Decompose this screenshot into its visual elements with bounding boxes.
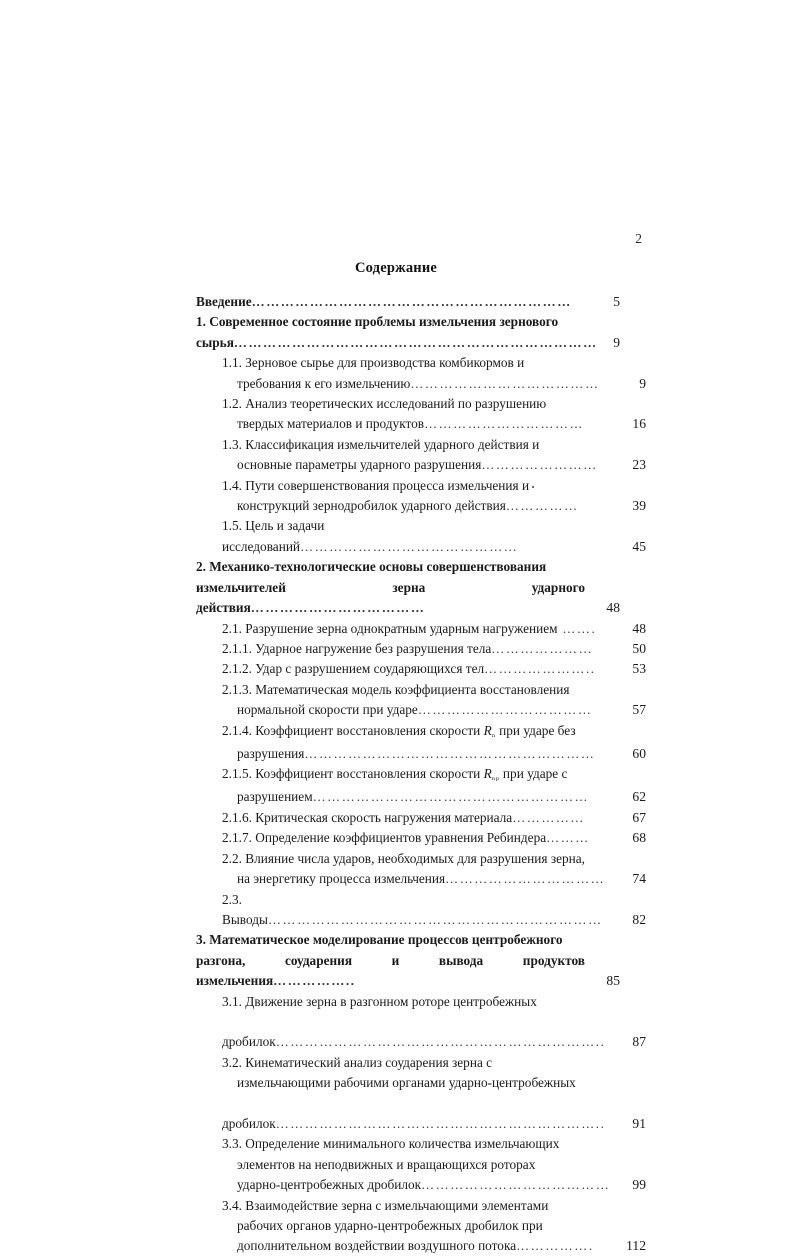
toc-entry[interactable]: [196, 992, 646, 1053]
toc-entry[interactable]: [196, 659, 646, 679]
toc-line-text: 2.1.3. Математическая модель коэффициента восстановления: [222, 681, 570, 697]
toc-leader-dots: ……………………………: [424, 416, 585, 432]
toc-leader-dots: ……………: [512, 809, 585, 825]
toc-leader-dots: …………………..: [484, 661, 596, 677]
toc-entry-label: [196, 1053, 611, 1135]
toc-leader-dots: …….: [557, 620, 597, 636]
toc-page-number: 74: [632, 871, 646, 887]
toc-line-text: сырья: [196, 334, 234, 350]
toc-entry-label: [196, 721, 611, 765]
toc-line-text: измельчающими рабочими органами ударно-центробежных: [237, 1075, 576, 1091]
toc-leader-dots: …………………………………………………………: [251, 294, 572, 309]
toc-line-text: 1.5. Цель и задачи исследований: [222, 518, 325, 554]
toc-entry[interactable]: [196, 1134, 646, 1195]
toc-entry-label: [196, 659, 611, 679]
toc-entry[interactable]: [196, 292, 620, 312]
toc-entry-label: [196, 353, 611, 394]
toc-page-number: 39: [632, 498, 646, 514]
toc-page-number: 50: [632, 640, 646, 656]
toc-leader-dots: …………………………………: [410, 375, 600, 391]
toc-line-text: разгона, соударения и вывода продуктов измельчения: [196, 952, 585, 989]
page-title: Содержание: [354, 260, 438, 276]
toc-leader-dots: …………….: [516, 1238, 594, 1254]
toc-page-number: 57: [632, 702, 646, 718]
toc-page-number: 9: [639, 375, 646, 391]
toc-line-text: 2.3. Выводы: [222, 891, 268, 927]
toc-page-number: 68: [632, 830, 646, 846]
toc-page-number: 112: [626, 1238, 646, 1254]
toc-page-number: 99: [632, 1177, 646, 1193]
toc-line-text: на энергетику процесса измельчения: [237, 871, 446, 887]
toc-page-number: 23: [632, 457, 646, 473]
toc-line-text: ударно-центробежных дробилок: [237, 1177, 422, 1193]
toc-page-number: 5: [613, 294, 620, 309]
toc-line-text: 1.2. Анализ теоретических исследований по разрушению: [222, 396, 547, 412]
toc-entry-label: [196, 516, 611, 557]
toc-entry[interactable]: [196, 849, 646, 890]
toc-line-text: конструкций зернодробилок ударного действия: [237, 498, 506, 514]
toc-entry-label: [196, 312, 598, 353]
toc-entry[interactable]: [196, 435, 646, 476]
toc-line-text: рабочих органов ударно-центробежных дробилок при: [237, 1218, 543, 1233]
page-folio-number: 2: [635, 231, 642, 246]
toc-page-number: 9: [613, 334, 620, 350]
toc-leader-dots: ………………………………………: [300, 538, 519, 554]
toc-page-number: 82: [632, 911, 646, 927]
toc-entry[interactable]: [196, 1053, 646, 1135]
toc-page-number: 53: [632, 661, 646, 677]
toc-entry-label: [196, 557, 585, 618]
table-of-contents: [196, 292, 646, 1257]
math-subscript: ₙₚ: [491, 772, 500, 783]
toc-entry-label: [196, 619, 611, 639]
toc-line-text: разрушения: [237, 745, 305, 761]
toc-entry[interactable]: [196, 721, 646, 765]
toc-page-number: 16: [632, 416, 646, 432]
toc-leader-dots: ……………………………………………………: [304, 745, 596, 761]
toc-line-text: 2.1.4. Коэффициент восстановления скорости Rₙ при ударе без: [222, 722, 576, 739]
toc-entry[interactable]: [196, 476, 646, 517]
toc-page-number: 85: [606, 973, 620, 989]
toc-leader-dots: ……………………………: [445, 871, 606, 887]
scan-artifact-speck: [532, 486, 534, 488]
toc-line-text: Введение: [196, 294, 252, 309]
toc-entry[interactable]: [196, 394, 646, 435]
toc-line-text: 2.2. Влияние числа ударов, необходимых для разрушения зерна,: [222, 850, 585, 866]
toc-entry-label: [196, 476, 611, 517]
toc-leader-dots: …………………………………: [421, 1177, 611, 1193]
toc-leader-dots: …………………: [491, 640, 594, 656]
toc-entry[interactable]: [196, 619, 646, 639]
toc-line-text: 2.1.7. Определение коэффициентов уравнения Ребиндера: [222, 830, 547, 846]
toc-entry[interactable]: [196, 930, 620, 991]
toc-line-text: твердых материалов и продуктов: [237, 416, 425, 432]
toc-line-text: элементов на неподвижных и вращающихся роторах: [237, 1156, 536, 1172]
toc-entry-label: [196, 764, 611, 808]
toc-entry-label: [196, 808, 611, 828]
toc-entry[interactable]: [196, 828, 646, 848]
math-variable-r: R: [483, 766, 492, 782]
toc-line-text: 2.1.2. Удар с разрушением соударяющихся тел: [222, 661, 485, 677]
toc-line-text: 2.1.6. Критическая скорость нагружения материала: [222, 809, 513, 825]
toc-line-text: дополнительном воздействии воздушного потока: [237, 1238, 517, 1254]
toc-line-text: 1. Современное состояние проблемы измельчения зернового: [196, 314, 559, 330]
toc-entry[interactable]: [196, 808, 646, 828]
toc-entry[interactable]: [196, 312, 620, 353]
toc-entry-label: [196, 435, 611, 476]
toc-entry[interactable]: [196, 557, 620, 618]
math-variable-r: R: [483, 722, 492, 738]
toc-page-number: 60: [632, 745, 646, 761]
toc-line-text: 3.1. Движение зерна в разгонном роторе центробежных: [222, 993, 537, 1009]
toc-entry[interactable]: [196, 639, 646, 659]
toc-leader-dots: ……………: [505, 498, 579, 514]
toc-entry[interactable]: [196, 353, 646, 394]
toc-line-text: измельчителей зерна ударного действия: [196, 579, 585, 616]
toc-line-text: 1.3. Классификация измельчителей ударного действия и: [222, 436, 540, 452]
toc-line-text: 1.1. Зерновое сырье для производства комбикормов и: [222, 355, 525, 371]
toc-line-text: дробилок: [222, 1034, 276, 1050]
toc-entry-label: [196, 849, 611, 890]
toc-entry-label: [196, 639, 611, 659]
toc-line-text: основные параметры ударного разрушения: [237, 457, 482, 473]
toc-entry-label: [196, 930, 585, 991]
toc-page-number: 91: [632, 1115, 646, 1131]
math-subscript: ₙ: [491, 728, 496, 739]
toc-line-text: 2. Механико-технологические основы совершенствования: [196, 559, 547, 575]
toc-entry-label: [196, 890, 611, 931]
toc-page-number: 45: [632, 538, 646, 554]
toc-entry-label: [196, 1134, 611, 1195]
toc-line-text: разрушением: [237, 789, 313, 805]
toc-line-text: 2.1.1. Ударное нагружение без разрушения тела: [222, 640, 492, 656]
toc-page-number: 87: [632, 1034, 646, 1050]
toc-entry-label: [196, 828, 611, 848]
toc-leader-dots: ………………………………: [250, 600, 426, 616]
toc-leader-dots: ………: [546, 830, 590, 846]
toc-line-text: 2.1.5. Коэффициент восстановления скорости Rₙₚ при ударе с: [222, 766, 568, 783]
toc-line-text: 3.2. Кинематический анализ соударения зерна с: [222, 1054, 493, 1070]
toc-line-text: 2.1. Разрушение зерна однократным ударным нагружением: [222, 620, 558, 636]
toc-entry[interactable]: [196, 516, 646, 557]
toc-leader-dots: …………………………………………………………..: [275, 1115, 606, 1131]
toc-leader-dots: ……………………: [481, 457, 598, 473]
toc-entry-label: [196, 1196, 611, 1257]
toc-page-number: 67: [632, 809, 646, 825]
toc-line-text: 1.4. Пути совершенствования процесса измельчения и: [222, 477, 530, 493]
toc-line-text: 3.3. Определение минимального количества измельчающих: [222, 1136, 560, 1152]
toc-entry-label: [196, 292, 585, 312]
toc-entry[interactable]: [196, 680, 646, 721]
toc-line-text: 3.4. Взаимодействие зерна с измельчающими элементами: [222, 1197, 549, 1213]
toc-leader-dots: ……………..: [273, 973, 356, 989]
toc-leader-dots: ………………………………: [417, 702, 593, 718]
toc-page-number: 62: [632, 789, 646, 805]
toc-page-number: 48: [632, 620, 646, 636]
toc-leader-dots: …………………………………………………………..: [275, 1034, 606, 1050]
toc-entry-label: [196, 992, 611, 1053]
toc-leader-dots: …………………………………………………………………: [233, 334, 598, 350]
toc-line-text: нормальной скорости при ударе: [237, 702, 418, 718]
toc-line-text: требования к его измельчению: [237, 375, 411, 391]
toc-entry-label: [196, 680, 611, 721]
toc-entry[interactable]: [196, 1196, 646, 1257]
toc-line-text: 3. Математическое моделирование процессов центробежного: [196, 932, 563, 948]
toc-line-text: дробилок: [222, 1115, 276, 1131]
toc-leader-dots: …………………………………………………: [312, 789, 590, 805]
toc-entry[interactable]: [196, 890, 646, 931]
toc-leader-dots: ……………………………………………………………: [267, 911, 603, 927]
toc-page-number: 48: [606, 600, 620, 616]
toc-entry[interactable]: [196, 764, 646, 808]
toc-entry-label: [196, 394, 611, 435]
